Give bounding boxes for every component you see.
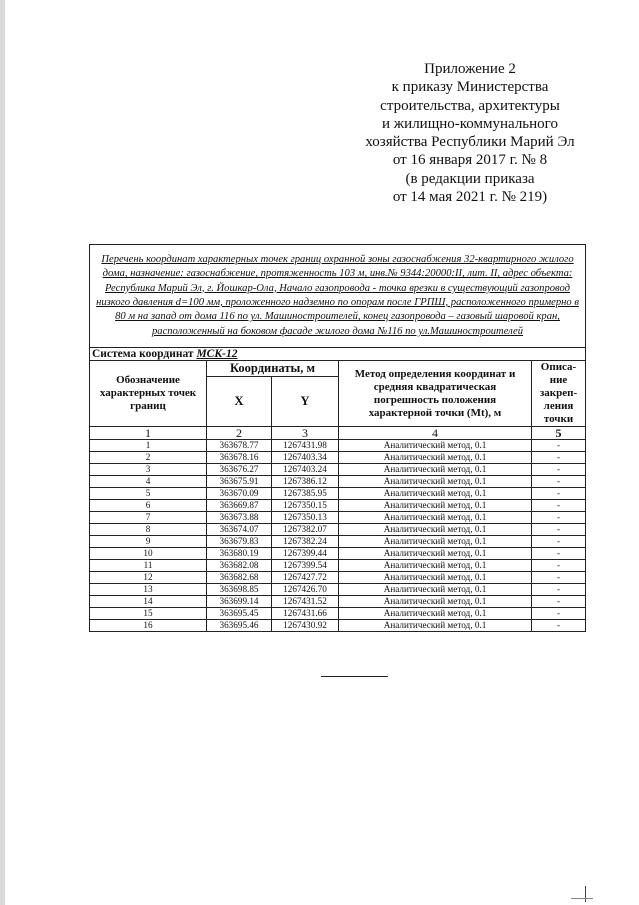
method-cell: Аналитический метод, 0.1 [339, 524, 532, 536]
point-number: 13 [90, 584, 207, 596]
method-cell: Аналитический метод, 0.1 [339, 464, 532, 476]
coord-y: 1267431.52 [272, 596, 339, 608]
table-row [90, 596, 586, 608]
column-number: 4 [339, 427, 532, 440]
coord-x: 363678.16 [207, 452, 272, 464]
coord-y: 1267430.92 [272, 620, 339, 632]
coord-x: 363680.19 [207, 548, 272, 560]
coord-y: 1267399.54 [272, 560, 339, 572]
fixing-cell: - [532, 572, 586, 584]
coord-x: 363670.09 [207, 488, 272, 500]
coord-y: 1267431.98 [272, 440, 339, 452]
appendix-header [350, 60, 590, 206]
header-description: Описа-ние закреп-ления точки [532, 361, 586, 427]
fixing-cell: - [532, 500, 586, 512]
fixing-cell: - [532, 512, 586, 524]
fixing-cell: - [532, 440, 586, 452]
fixing-cell: - [532, 596, 586, 608]
table-row [90, 512, 586, 524]
column-number: 5 [532, 427, 586, 440]
point-number: 8 [90, 524, 207, 536]
coord-y: 1267403.24 [272, 464, 339, 476]
description-row [90, 245, 586, 348]
point-number: 14 [90, 596, 207, 608]
method-cell: Аналитический метод, 0.1 [339, 452, 532, 464]
coord-x: 363679.83 [207, 536, 272, 548]
coord-y: 1267431.66 [272, 608, 339, 620]
coord-x: 363698.85 [207, 584, 272, 596]
appendix-line: и жилищно-коммунального [382, 115, 558, 132]
coord-x: 363669.87 [207, 500, 272, 512]
table-row [90, 452, 586, 464]
coord-y: 1267385.95 [272, 488, 339, 500]
scan-left-edge [0, 0, 5, 905]
coord-y: 1267350.15 [272, 500, 339, 512]
point-number: 2 [90, 452, 207, 464]
fixing-cell: - [532, 548, 586, 560]
point-number: 5 [90, 488, 207, 500]
fixing-cell: - [532, 452, 586, 464]
point-number: 4 [90, 476, 207, 488]
coord-x: 363674.07 [207, 524, 272, 536]
system-row [90, 348, 586, 361]
method-cell: Аналитический метод, 0.1 [339, 560, 532, 572]
method-cell: Аналитический метод, 0.1 [339, 488, 532, 500]
coord-x: 363682.08 [207, 560, 272, 572]
coord-y: 1267382.07 [272, 524, 339, 536]
point-number: 12 [90, 572, 207, 584]
header-coords: Координаты, м [207, 361, 339, 377]
table-row [90, 584, 586, 596]
scan-mark [585, 886, 586, 902]
table-row [90, 524, 586, 536]
point-number: 11 [90, 560, 207, 572]
coordinate-system-label: Система координат [92, 348, 194, 360]
scan-mark [571, 898, 593, 899]
footer-divider [321, 676, 388, 677]
appendix-line: к приказу Министерства [391, 79, 549, 96]
coordinate-system-name: МСК-12 [196, 348, 238, 360]
column-number: 2 [207, 427, 272, 440]
table-row [90, 476, 586, 488]
coord-y: 1267426.70 [272, 584, 339, 596]
coord-y: 1267403.34 [272, 452, 339, 464]
table-row [90, 560, 586, 572]
coord-x: 363676.27 [207, 464, 272, 476]
point-number: 15 [90, 608, 207, 620]
fixing-cell: - [532, 476, 586, 488]
coord-y: 1267427.72 [272, 572, 339, 584]
coordinates-table [89, 244, 586, 632]
appendix-line: хозяйства Республики Марий Эл [365, 134, 575, 151]
point-number: 6 [90, 500, 207, 512]
table-row [90, 440, 586, 452]
header-method: Метод определения координат и средняя квадратическая погрешность положения характерной точки (Mt), м [339, 361, 532, 427]
coord-x: 363673.88 [207, 512, 272, 524]
table-row [90, 500, 586, 512]
coord-y: 1267382.24 [272, 536, 339, 548]
appendix-line: (в редакции приказа [405, 170, 535, 187]
column-number: 1 [90, 427, 207, 440]
header-y: Y [272, 377, 339, 427]
coord-y: 1267399.44 [272, 548, 339, 560]
fixing-cell: - [532, 524, 586, 536]
method-cell: Аналитический метод, 0.1 [339, 572, 532, 584]
table-row [90, 608, 586, 620]
appendix-line: строительства, архитектуры [380, 97, 560, 114]
method-cell: Аналитический метод, 0.1 [339, 476, 532, 488]
coord-x: 363682.68 [207, 572, 272, 584]
table-row [90, 572, 586, 584]
fixing-cell: - [532, 584, 586, 596]
coord-y: 1267386.12 [272, 476, 339, 488]
table-row [90, 620, 586, 632]
table-row [90, 548, 586, 560]
fixing-cell: - [532, 620, 586, 632]
fixing-cell: - [532, 560, 586, 572]
method-cell: Аналитический метод, 0.1 [339, 620, 532, 632]
column-number: 3 [272, 427, 339, 440]
method-cell: Аналитический метод, 0.1 [339, 536, 532, 548]
point-number: 3 [90, 464, 207, 476]
method-cell: Аналитический метод, 0.1 [339, 500, 532, 512]
method-cell: Аналитический метод, 0.1 [339, 512, 532, 524]
point-number: 16 [90, 620, 207, 632]
point-number: 7 [90, 512, 207, 524]
method-cell: Аналитический метод, 0.1 [339, 440, 532, 452]
object-description: Перечень координат характерных точек границ охранной зоны газоснабжения 32-квартирного жилого дома, назначение: газоснабжение, протяженность 103 м, инв.№ 9344:20000:II, лит. II, адрес объекта: Республика Марий Эл, г. Йошкар-Ола, Начало газопровода - точка врезки в существующий газопровод низкого давления d=100 мм, проложенного надземно по опорам после ГРПШ, расположенного примерно в 80 м на запад от дома 116 по ул. Машиностроителей, конец газопровода – газовый шаровой кран, расположенный на боковом фасаде жилого дома №116 по ул.Машиностроителей [90, 245, 586, 348]
header-point: Обозначение характерных точек границ [90, 361, 207, 427]
method-cell: Аналитический метод, 0.1 [339, 548, 532, 560]
header-row-1 [90, 361, 586, 377]
fixing-cell: - [532, 464, 586, 476]
point-number: 9 [90, 536, 207, 548]
column-number-row [90, 427, 586, 440]
table-row [90, 488, 586, 500]
coord-x: 363699.14 [207, 596, 272, 608]
method-cell: Аналитический метод, 0.1 [339, 596, 532, 608]
fixing-cell: - [532, 608, 586, 620]
coord-x: 363695.46 [207, 620, 272, 632]
method-cell: Аналитический метод, 0.1 [339, 608, 532, 620]
coord-x: 363695.45 [207, 608, 272, 620]
appendix-line: от 16 января 2017 г. № 8 [392, 152, 548, 169]
table-row [90, 464, 586, 476]
point-number: 10 [90, 548, 207, 560]
fixing-cell: - [532, 488, 586, 500]
coord-y: 1267350.13 [272, 512, 339, 524]
table-row [90, 536, 586, 548]
fixing-cell: - [532, 536, 586, 548]
method-cell: Аналитический метод, 0.1 [339, 584, 532, 596]
coord-x: 363675.91 [207, 476, 272, 488]
appendix-line: Приложение 2 [424, 61, 516, 77]
coord-x: 363678.77 [207, 440, 272, 452]
header-x: X [207, 377, 272, 427]
point-number: 1 [90, 440, 207, 452]
appendix-line: от 14 мая 2021 г. № 219) [392, 189, 548, 206]
coordinate-system [90, 348, 586, 361]
